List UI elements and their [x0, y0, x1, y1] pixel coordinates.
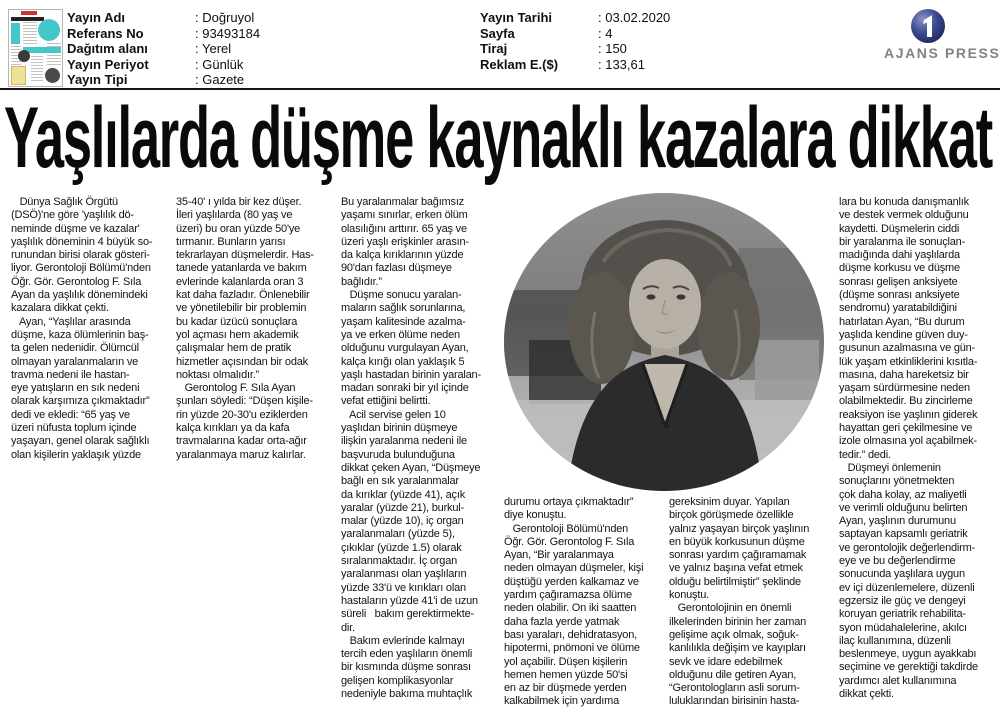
article-line: olduğu belirtilmiştir” şeklinde: [669, 575, 801, 588]
article-line: konuştu.: [669, 589, 709, 602]
article-line: sevk ve idare edebilmek: [669, 655, 783, 668]
article-line: başvuruda bulunduğuna: [341, 448, 455, 461]
article-line: eye ve bu değerlendirme: [839, 555, 956, 568]
article-line: Düşme sonucu yaralan-: [341, 289, 462, 302]
metadata-left: [67, 10, 260, 88]
article-line: vefat ettiğini belirtti.: [341, 395, 431, 408]
article-line: çalışmalar hem de pratik: [176, 342, 292, 355]
article-line: ilişkin yaralanma nedeni ile: [341, 435, 467, 448]
metadata-right: [480, 10, 670, 72]
article-column-3: [341, 196, 503, 701]
article-line: sonrası yardım çağıramamak: [669, 549, 807, 562]
thumbnail-graphic: [38, 19, 60, 41]
article-line: seçimine ve gerektiği takdirde: [839, 661, 978, 674]
article-line: en az bir düşmede yerden: [504, 682, 627, 695]
meta-label: Sayfa: [480, 25, 515, 41]
article-line: tekrarlayan düşmelerdir. Has-: [176, 249, 314, 262]
article-line: koruyan geriatrik rehabilita-: [839, 608, 966, 621]
article-line: en büyük korkusunun düşme: [669, 535, 805, 548]
meta-value: : Günlük: [195, 56, 244, 72]
meta-value: : Gazete: [195, 72, 245, 88]
meta-label: Tiraj: [480, 41, 508, 57]
article-line: Ayan, “Yaşlılar arasında: [11, 315, 131, 328]
article-line: ve yönetilebilir bir problemin: [176, 302, 307, 315]
article-line: yol açması hem akademik: [176, 328, 299, 341]
header-divider: [0, 88, 1000, 90]
article-line: evlerinde kalanlarda oran 3: [176, 275, 304, 288]
article-column-4: [504, 496, 666, 709]
article-line: travma nedeni ile hastan-: [11, 368, 130, 381]
article-line: yaşayan, genel olarak sağlıklı: [11, 435, 150, 448]
article-line: Ayan da yaşlılık dönemindeki: [11, 289, 148, 302]
thumbnail-graphic: [23, 22, 37, 45]
article-line: şunları söyledi: “Düşen kişile-: [176, 395, 313, 408]
article-line: ya ve erken ölüme neden: [341, 328, 460, 341]
article-line: kalkabilmek için yardıma: [504, 695, 620, 708]
article-line: (düşme sonrası anksiyete: [839, 289, 960, 302]
thumbnail-graphic: [11, 23, 20, 44]
article-line: sıralanmaktadır. İç organ: [341, 555, 458, 568]
article-line: ilkelerinden birinin her zaman: [669, 615, 807, 628]
article-line: ta gelen nedenidir. Ölümcül: [11, 342, 139, 355]
meta-value: : 150: [598, 41, 627, 57]
article-line: Bu yaralanmalar bağımsız: [341, 196, 464, 208]
article-line: kaydetti. Düşmelerin ciddi: [839, 222, 960, 235]
article-line: düşme, kaza ölümlerinin baş-: [11, 328, 149, 341]
article-line: masına, daha hareketsiz bir: [839, 368, 969, 381]
article-line: hemen hemen yüzde 50'si: [504, 668, 628, 681]
article-line: olduğunu vurgulayan Ayan,: [341, 342, 469, 355]
article-line: Ayan, yaşlının durumunu: [839, 515, 956, 528]
article-line: üzeri nüfusta toplum içinde: [11, 422, 137, 435]
article-line: hizmetler açısından bir odak: [176, 355, 308, 368]
article-line: ve verimli olduğunu belirten: [839, 501, 968, 514]
meta-row: [67, 10, 260, 26]
article-line: yaralanmaları (yüzde 5),: [341, 528, 455, 541]
article-line: tedir.” dedi.: [839, 448, 891, 461]
meta-label: Yayın Tarihi: [480, 10, 553, 25]
portrait-photo: [503, 192, 825, 493]
thumbnail-graphic: [31, 56, 43, 82]
meta-value: : 133,61: [598, 56, 645, 72]
article-line: Bakım evlerinde kalmayı: [341, 634, 465, 647]
article-line: çıkıklar (yüzde 1.5) olarak: [341, 541, 462, 554]
article-line: hipotermi, pnömoni ve ölüme: [504, 642, 640, 655]
meta-value: : 4: [598, 25, 613, 41]
article-line: rin yüzde 20-30'u eziklerden: [176, 408, 308, 421]
article-line: tanede yatanlarda ve bakım: [176, 262, 307, 275]
meta-value: : Doğruyol: [195, 10, 255, 25]
article-line: saptayan kapsamlı geriatrik: [839, 528, 968, 541]
article-line: 35-40' ı yılda bir kez düşer.: [176, 196, 302, 208]
article-line: bağlı en sık yaralanmalar: [341, 475, 459, 488]
article-line: sonuçlarını yönetmekten: [839, 475, 955, 488]
article-line: lük yaşam etkinliklerini kısıtla-: [839, 355, 978, 368]
article-line: ve gerontolojik değerlendirm-: [839, 541, 976, 554]
article-line: maların sağlık sorunlarına,: [341, 302, 466, 315]
article-line: travmalarına kadar orta-ağır: [176, 435, 307, 448]
article-line: üzeri yaşlı erişkinler arasın-: [341, 235, 469, 248]
article-line: yaralanması olan yaşlıların: [341, 568, 467, 581]
meta-label: Dağıtım alanı: [67, 41, 148, 57]
article-line: olan kişilerin yaklaşık yüzde: [11, 448, 141, 461]
article-line: sendromu) yaratabildiğini: [839, 302, 957, 315]
article-line: eye yatışların en sık nedeni: [11, 382, 140, 395]
article-line: dikkat çekti.: [839, 687, 894, 700]
article-line: ve yalnız başına vefat etmek: [669, 562, 803, 575]
article-line: birçok görüşmede özellikle: [669, 509, 794, 522]
article-line: madan sonraki bir yıl içinde: [341, 382, 469, 395]
logo-text: AJANS PRESS: [884, 45, 1000, 61]
article-column-5: [669, 496, 831, 709]
article-line: nedeniyle bakıma muhtaçlık: [341, 687, 473, 700]
article-line: Ayan, “Bir yaralanmaya: [504, 549, 614, 562]
thumbnail-graphic: [11, 66, 26, 85]
article-line: yaşlıdan birinin düşmeye: [341, 422, 458, 435]
article-line: Öğr. Gör. Gerontolog F. Sıla: [504, 535, 635, 548]
meta-label: Referans No: [67, 25, 144, 41]
article-line: gelişen komplikasyonlar: [341, 674, 454, 687]
meta-value: : Yerel: [195, 41, 232, 57]
article-line: daha fazla yerde yatmak: [504, 615, 620, 628]
article-line: (DSÖ)'ne göre 'yaşlılık dö-: [11, 209, 134, 222]
meta-row: [480, 26, 670, 42]
article-line: kalça kırıkları ya da kafa: [176, 422, 290, 435]
article-line: olasılığını arttırır. 65 yaş ve: [341, 222, 467, 235]
meta-row: [67, 26, 260, 42]
article-line: yardım çağıramazsa ölüme: [504, 589, 632, 602]
article-line: gereksinim duyar. Yapılan: [669, 496, 790, 508]
article-line: liyor. Gerontoloji Bölümü'nden: [11, 262, 151, 275]
article-line: düşme korkusu ve düşme: [839, 262, 960, 275]
article-line: lara bu konuda danışmanlık: [839, 196, 969, 208]
article-line: reaksiyon ise yaşlının giderek: [839, 408, 978, 421]
article-line: yaşamı sınırlar, erken ölüm: [341, 209, 468, 222]
article-line: Dünya Sağlık Örgütü: [11, 196, 118, 208]
meta-label: Yayın Tipi: [67, 72, 128, 88]
article-line: olduğunu dile getiren Ayan,: [669, 668, 797, 681]
article-line: Gerontolojinin en önemli: [669, 602, 792, 615]
meta-label: Yayın Adı: [67, 10, 126, 25]
article-line: yaşlılık döneminin 4 büyük so-: [11, 235, 153, 248]
article-line: yardımcı alet kullanımına: [839, 674, 957, 687]
article-line: kazalara dikkat çekti.: [11, 302, 109, 315]
article-line: da kırıklar (yüzde 41), açık: [341, 488, 466, 501]
thumbnail-graphic: [21, 11, 37, 15]
article-line: neden olmayan düşmeler, kişi: [504, 562, 644, 575]
article-column-2: [176, 196, 338, 462]
newspaper-page-thumbnail: [8, 9, 63, 87]
article-line: durumu ortaya çıkmaktadır”: [504, 496, 634, 508]
article-line: tırmanır. Bunların yarısı: [176, 235, 286, 248]
article-line: 90'dan fazlası düşmeye: [341, 262, 452, 275]
article-line: yaşam sürdürmesine neden: [839, 382, 970, 395]
article-line: neminde düşme ve kazalar': [11, 222, 140, 235]
article-line: dir.: [341, 621, 355, 634]
article-line: ilaç kullanımına, düzenli: [839, 634, 951, 647]
article-line: Gerontolog F. Sıla Ayan: [176, 382, 296, 395]
article-column-1: [11, 196, 173, 462]
article-line: yol açabilir. Düşen kişilerin: [504, 655, 628, 668]
article-line: “Gerontologların asli sorum-: [669, 682, 800, 695]
meta-value: : 93493184: [195, 25, 261, 41]
thumbnail-graphic: [18, 50, 30, 62]
thumbnail-graphic: [11, 17, 44, 21]
article-line: beslenmeye, uygun ayakkabı: [839, 648, 977, 661]
article-line: gusunun azalmasına ve gün-: [839, 342, 976, 355]
article-line: ve destek vermek olduğunu: [839, 209, 969, 222]
article-line: diye konuştu.: [504, 509, 567, 522]
headline-wrap: [4, 92, 998, 188]
article-line: neden olabilir. On iki saatten: [504, 602, 637, 615]
meta-row: [480, 10, 670, 26]
article-line: gelişime açık olmak, soğuk-: [669, 628, 799, 641]
meta-row: [480, 41, 670, 57]
article-line: sonucunda yaşlılara uygun: [839, 568, 965, 581]
article-line: madığında dahi yaşlılarda: [839, 249, 960, 262]
article-line: kalça kırığı olan yaklaşık 5: [341, 355, 465, 368]
logo-globe-icon: [910, 8, 946, 44]
article-line: olarak karşımıza çıkmaktadır”: [11, 395, 150, 408]
article-line: da kalça kırıklarının yüzde: [341, 249, 464, 262]
meta-row: [67, 72, 260, 88]
article-line: hatırlatan Ayan, “Bu durum: [839, 315, 965, 328]
article-line: yüzde 33'ü ve kırıkları olan: [341, 581, 466, 594]
article-line: yaralanmaya maruz kalırlar.: [176, 448, 306, 461]
meta-label: Yayın Periyot: [67, 56, 149, 72]
article-line: İleri yaşlılarda (80 yaş ve: [176, 209, 293, 222]
article-line: çok daha kolay, az maliyetli: [839, 488, 967, 501]
meta-value: : 03.02.2020: [598, 10, 671, 25]
article-line: Öğr. Gör. Gerontolog F. Sıla: [11, 275, 142, 288]
article-line: sonrası gelişen anksiyete: [839, 275, 958, 288]
article-line: üzeri) bu oran yüzde 50'ye: [176, 222, 301, 235]
article-line: olmayan yaralanmaların ve: [11, 355, 139, 368]
article-line: runundan birisi olarak gösteri-: [11, 249, 150, 262]
article-line: Düşmeyi önlemenin: [839, 461, 941, 474]
article-column-6: [839, 196, 1000, 701]
article-line: yaşlıda kendine güven duy-: [839, 328, 968, 341]
article-line: dikkat çeken Ayan, “Düşmeye: [341, 461, 481, 474]
article-line: bir yaralanma ile sonuçlan-: [839, 235, 966, 248]
article-line: bu kadar üzücü sonuçlara: [176, 315, 298, 328]
thumbnail-graphic: [45, 68, 60, 83]
article-line: luluklarından birisinin hasta-: [669, 695, 800, 708]
article-line: bası yaraları, dehidratasyon,: [504, 628, 637, 641]
ajans-press-logo: [884, 8, 1000, 61]
article-line: egzersiz ile güç ve dengeyi: [839, 594, 966, 607]
article-line: yaşlı hastadan birinin yaralan-: [341, 368, 481, 381]
article-line: süreli bakım gerektirmekte-: [341, 608, 474, 621]
article-line: bağlıdır.”: [341, 275, 382, 288]
article-line: izole olmasına yol açabilmek-: [839, 435, 977, 448]
article-line: hayattan geri çekilmesine ve: [839, 422, 973, 435]
meta-label: Reklam E.($): [480, 56, 559, 72]
article-line: olabilmektedir. Bu zincirleme: [839, 395, 973, 408]
article-line: tercih eden yaşlıların önemli: [341, 648, 473, 661]
article-line: noktası olmalıdır.”: [176, 368, 260, 381]
article-line: dedi ve ekledi: “65 yaş ve: [11, 408, 130, 421]
article-line: yalnız yaşayan birçok yaşlının: [669, 522, 810, 535]
article-line: hastaların yüzde 41'i de uzun: [341, 594, 478, 607]
article-line: kanlılıkla değişim ve kayıpları: [669, 642, 806, 655]
meta-row: [480, 57, 670, 73]
article-line: kat daha fazladır. Önlenebilir: [176, 289, 310, 302]
article-line: bir kısmında düşme sonrası: [341, 661, 471, 674]
meta-row: [67, 57, 260, 73]
article-line: yaşam kalitesinde azalma-: [341, 315, 466, 328]
meta-row: [67, 41, 260, 57]
article-line: yaralar (yüzde 21), burkul-: [341, 501, 464, 514]
headline: Yaşlılarda düşme kaynaklı kazalara dikkat: [4, 92, 992, 186]
article-line: ev içi düzenlemelere, düzenli: [839, 581, 975, 594]
article-line: Acil servise gelen 10: [341, 408, 446, 421]
article-line: malar (yüzde 10), iç organ: [341, 515, 464, 528]
article-line: syon müdahalelerine, akılcı: [839, 621, 967, 634]
article-line: Gerontoloji Bölümü'nden: [504, 522, 629, 535]
article-line: düştüğü yerden kalkamaz ve: [504, 575, 639, 588]
